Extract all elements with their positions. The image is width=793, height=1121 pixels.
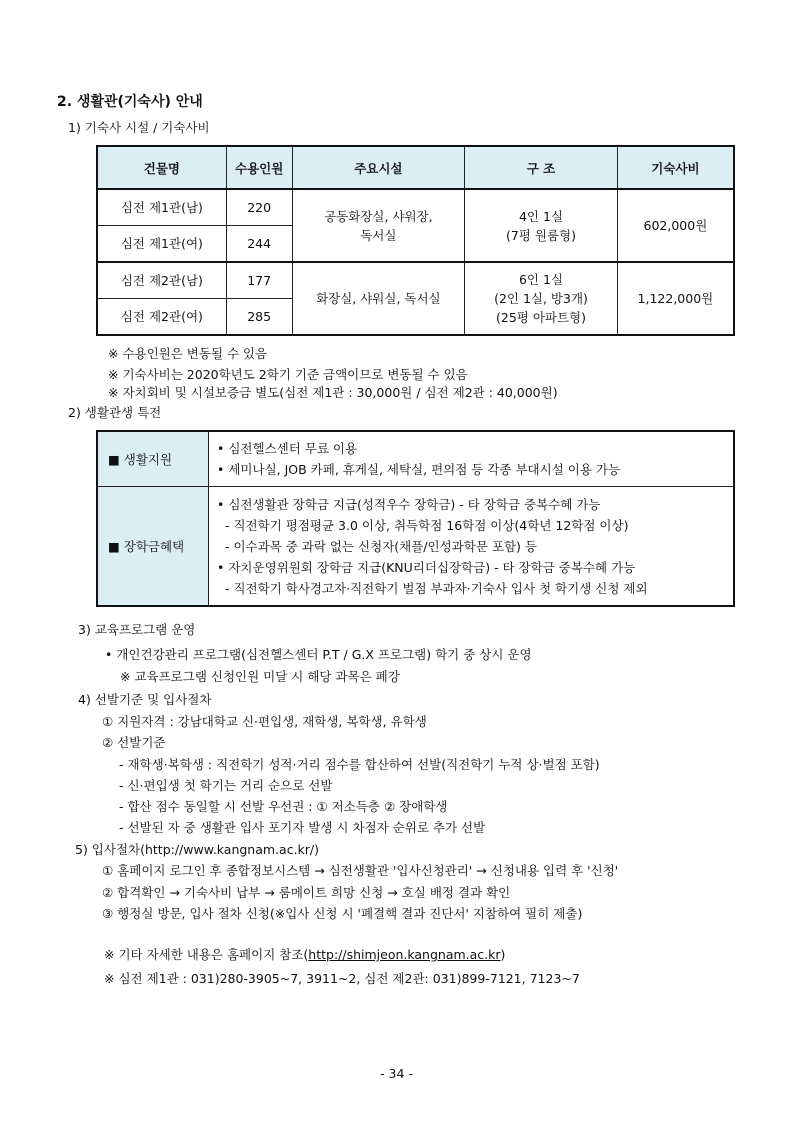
facility-table-header	[97, 146, 734, 189]
homepage-link[interactable]: http://shimjeon.kangnam.ac.kr	[308, 947, 501, 962]
cell-building: 심전 제1관(남)	[97, 189, 226, 226]
header-building: 건물명	[97, 146, 226, 189]
cell-capacity: 220	[226, 189, 292, 226]
cell-building: 심전 제2관(여)	[97, 299, 226, 336]
selection-line: - 합산 점수 동일할 시 선발 우선권 : ① 저소득층 ② 장애학생	[119, 799, 448, 814]
cell-capacity: 285	[226, 299, 292, 336]
facility-table	[96, 145, 735, 336]
table-row	[97, 431, 734, 487]
facilities-line: 독서실	[360, 227, 397, 243]
structure-line: (2인 1실, 방3개)	[494, 291, 588, 306]
benefit-content	[209, 487, 735, 607]
benefit-line: - 이수과목 중 과락 없는 신청자(채플/인성과학문 포함) 등	[225, 538, 537, 554]
benefit-line: • 세미나실, JOB 카페, 휴게실, 세탁실, 편의점 등 각종 부대시설 이용 가능	[217, 462, 621, 477]
table-row	[97, 262, 734, 299]
benefit-line: - 직전학기 학사경고자·직전학기 벌점 부과자·기숙사 입사 첫 학기생 신청 제외	[225, 580, 648, 596]
header-capacity: 수용인원	[226, 146, 292, 189]
cell-facilities-group1	[292, 189, 465, 262]
edu-program-line: • 개인건강관리 프로그램(심전헬스센터 P.T / G.X 프로그램) 학기 중 상시 운영	[105, 647, 532, 662]
benefit-label: ■ 장학금혜택	[97, 487, 209, 607]
table-row	[97, 189, 734, 226]
selection-line: - 선발된 자 중 생활관 입사 포기자 발생 시 차점자 순위로 추가 선발	[119, 820, 486, 835]
cell-structure-group1	[465, 189, 618, 262]
selection-line: - 재학생·복학생 : 직전학기 성적·거리 점수를 합산하여 선발(직전학기 누적 상·벌점 포함)	[119, 757, 600, 772]
structure-line: (7평 원룸형)	[506, 227, 576, 243]
procedure-line: ② 합격확인 → 기숙사비 납부 → 룸메이트 희망 신청 → 호실 배정 결과 확인	[102, 885, 511, 900]
subsection-2-title: 2) 생활관생 특전	[68, 405, 162, 420]
header-facilities: 주요시설	[292, 146, 465, 189]
note-fee: ※ 기숙사비는 2020학년도 2학기 기준 금액이므로 변동될 수 있음	[108, 367, 468, 382]
procedure-line: ① 홈페이지 로그인 후 종합정보시스템 → 심전생활관 '입사신청관리' → 신청내용 입력 후 '신청'	[102, 863, 619, 878]
subsection-3-title: 3) 교육프로그램 운영	[78, 622, 196, 637]
procedure-line: ③ 행정실 방문, 입사 절차 신청(※입사 신청 시 '폐결핵 결과 진단서' 지참하여 필히 제출)	[102, 906, 583, 921]
cell-facilities-group2	[292, 262, 465, 335]
structure-line: (25평 아파트형)	[496, 310, 587, 325]
benefit-line: • 심전생활관 장학금 지급(성적우수 장학금) - 타 장학금 중복수혜 가능	[217, 496, 601, 512]
benefit-line: • 자치운영위원회 장학금 지급(KNU리더십장학금) - 타 장학금 중복수혜 가능	[217, 559, 636, 575]
benefit-content	[209, 431, 735, 487]
cell-building: 심전 제2관(남)	[97, 262, 226, 299]
note-capacity: ※ 수용인원은 변동될 수 있음	[108, 346, 268, 361]
selection-line: - 신·편입생 첫 학기는 거리 순으로 선발	[119, 778, 333, 793]
subsection-4-title: 4) 선발기준 및 입사절차	[78, 692, 212, 707]
cell-building: 심전 제1관(여)	[97, 226, 226, 263]
selection-line: ① 지원자격 : 강남대학교 신·편입생, 재학생, 복학생, 유학생	[102, 714, 427, 729]
benefit-line: - 직전학기 평점평균 3.0 이상, 취득학점 16학점 이상(4학년 12학점 이상)	[225, 517, 629, 533]
header-fee: 기숙사비	[617, 146, 734, 189]
note-contact: ※ 심전 제1관 : 031)280-3905~7, 3911~2, 심전 제2관: 031)899-7121, 7123~7	[104, 971, 580, 986]
cell-fee-group2: 1,122,000원	[617, 262, 734, 335]
selection-line: ② 선발기준	[102, 735, 166, 750]
note-deposit: ※ 자치회비 및 시설보증금 별도(심전 제1관 : 30,000원 / 심전 제2관 : 40,000원)	[108, 385, 558, 400]
subsection-1-title: 1) 기숙사 시설 / 기숙사비	[68, 120, 210, 135]
header-structure: 구 조	[465, 146, 618, 189]
subsection-5-title: 5) 입사절차(http://www.kangnam.ac.kr/)	[75, 842, 320, 857]
structure-line: 6인 1실	[518, 272, 564, 287]
benefits-table	[96, 430, 735, 607]
cell-capacity: 177	[226, 262, 292, 299]
benefit-line: • 심전헬스센터 무료 이용	[217, 441, 358, 456]
section-title: 2. 생활관(기숙사) 안내	[57, 94, 203, 110]
note-homepage	[104, 947, 505, 963]
note-homepage-prefix: ※ 기타 자세한 내용은 홈페이지 참조(	[104, 947, 309, 962]
facilities-line: 공동화장실, 샤워장,	[324, 208, 433, 224]
cell-capacity: 244	[226, 226, 292, 263]
facilities-line: 화장실, 샤워실, 독서실	[316, 291, 441, 306]
benefit-label: ■ 생활지원	[97, 431, 209, 487]
cell-structure-group2	[465, 262, 618, 335]
note-homepage-suffix: )	[500, 947, 506, 962]
table-row	[97, 487, 734, 607]
structure-line: 4인 1실	[518, 208, 564, 224]
cell-fee-group1: 602,000원	[617, 189, 734, 262]
edu-program-note: ※ 교육프로그램 신청인원 미달 시 해당 과목은 폐강	[120, 669, 400, 684]
page-number: - 34 -	[380, 1066, 413, 1081]
